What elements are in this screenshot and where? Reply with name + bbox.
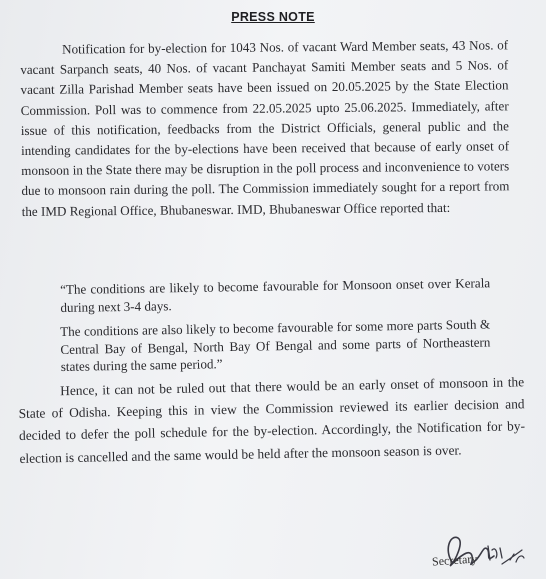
quote-bay-of-bengal: The conditions are also likely to become favourable for some more parts South & Central Bay of Bengal, North Bay Of Bengal and some parts of Northeastern states during the same period.” bbox=[60, 316, 491, 374]
paragraph-decision: Hence, it can not be ruled out that there would be an early onset of monsoon in the State of Odisha. Keeping this in view the Commission reviewed its earlier decision and decided to defer the poll schedule for the by-election. Accordingly, the Notification for by-election is cancelled and the same would be held after the monsoon season is over. bbox=[18, 374, 526, 466]
quote-kerala: “The conditions are likely to become favourable for Monsoon onset over Kerala during next 3-4 days. bbox=[60, 275, 491, 315]
signature-label: Secretary bbox=[431, 551, 478, 569]
paragraph-notification: Notification for by-election for 1043 Nos. of vacant Ward Member seats, 43 Nos. of vacant Sarpanch seats, 40 Nos. of vacant Panchayat Samiti Member seats and 5 Nos. of vacant Zilla Parishad Member seats have been issued on 20.05.2025 by the State Election Commission. Poll was to commence from 22.05.2025 upto 25.06.2025. Immediately, after issue of this notification, feedbacks from the District Officials, general public and the intending candidates for the by-elections have been received that because of early onset of monsoon in the State there may be disruption in the poll process and inconvenience to voters due to monsoon rain during the poll. The Commission immediately sought for a report from the IMD Regional Office, Bhubaneswar. IMD, Bhubaneswar Office reported that: bbox=[20, 37, 510, 219]
page-title: PRESS NOTE bbox=[231, 10, 315, 24]
